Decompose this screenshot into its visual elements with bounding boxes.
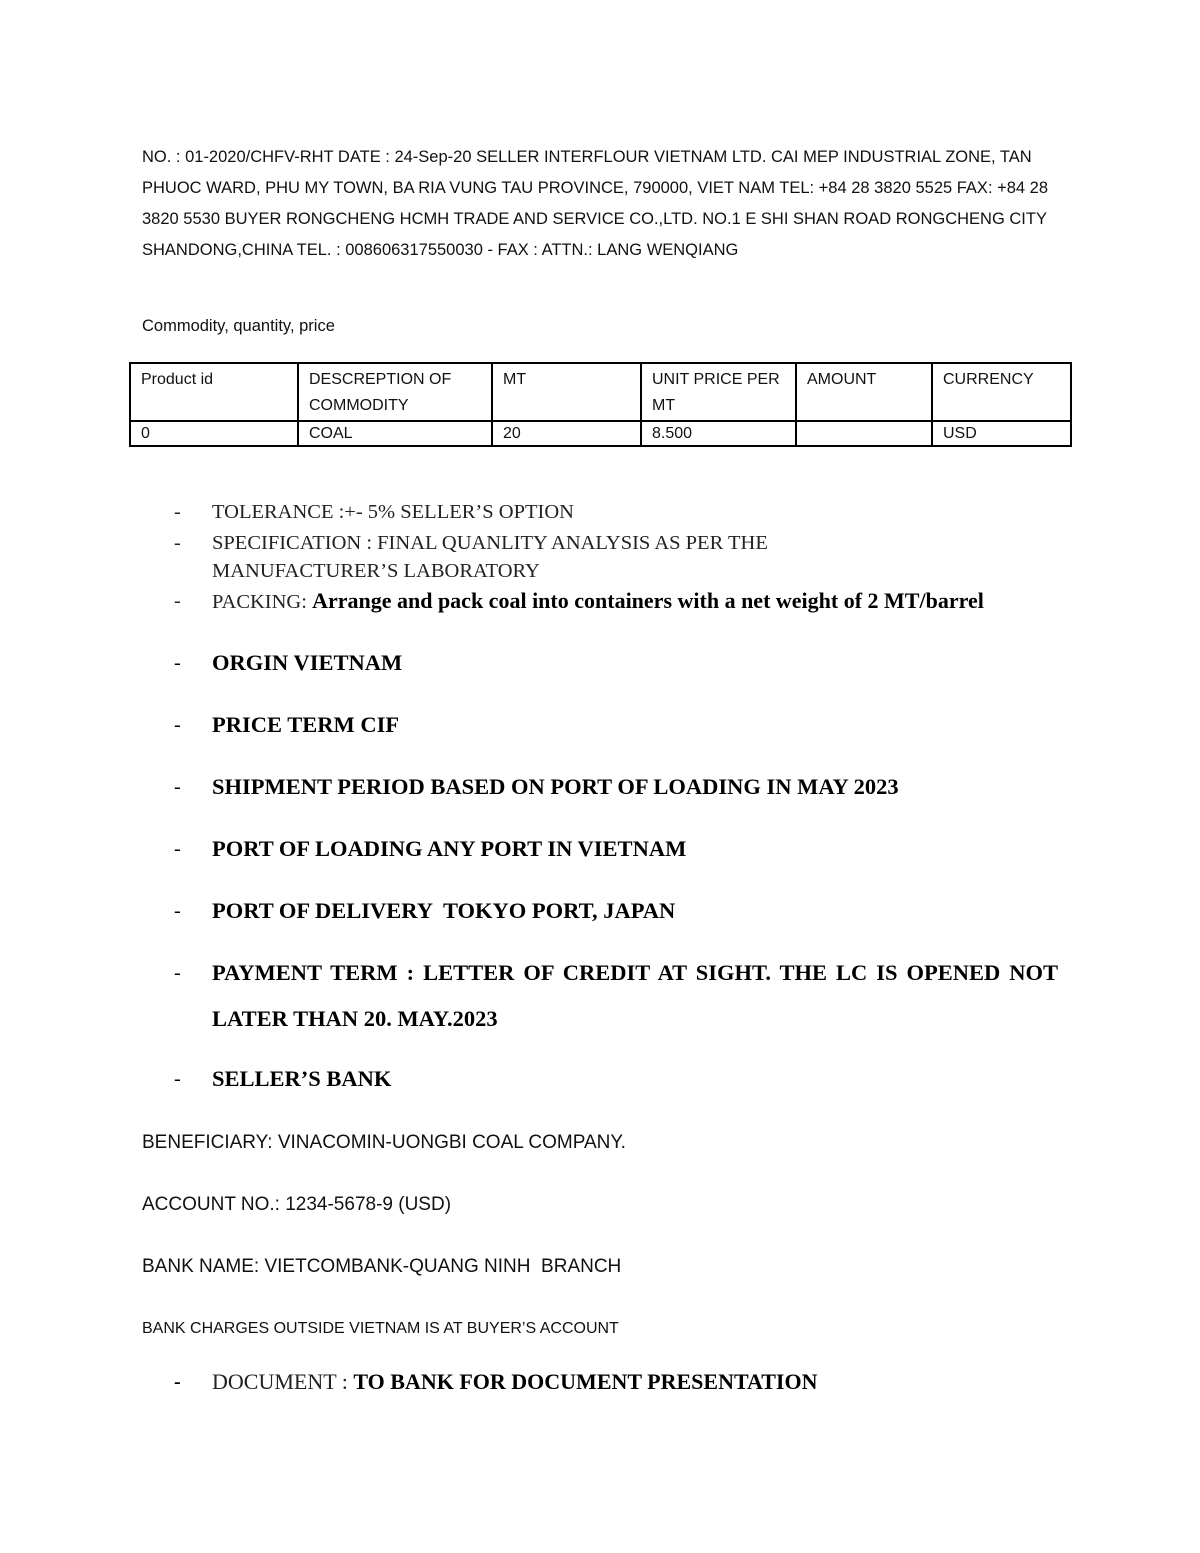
account-line: ACCOUNT NO.: 1234-5678-9 (USD)	[142, 1194, 452, 1215]
header-paragraph: NO. : 01-2020/CHFV-RHT DATE : 24-Sep-20 SELLER INTERFLOUR VIETNAM LTD. CAI MEP INDUSTRIAL ZONE, TAN PHUOC WARD, PHU MY TOWN, BA RIA VUNG TAU PROVINCE, 790000, VIET NAM TEL: +84 28 3820 5525 FAX: +84 28 3820 5530 BUYER RONGCHENG HCMH TRADE AND SERVICE CO.,LTD. NO.1 E SHI SHAN ROAD RONGCHENG CITY SHANDONG,CHINA TEL. : 008606317550030 - FAX : ATTN.: LANG WENQIANG	[142, 148, 1049, 259]
bullet-port-loading	[174, 826, 1062, 872]
shipment-period-text: SHIPMENT PERIOD BASED ON PORT OF LOADING IN MAY 2023	[212, 774, 899, 799]
bullet-dash: -	[174, 652, 181, 674]
bullet-document	[174, 1367, 1062, 1397]
column-header-amount: AMOUNT	[796, 363, 932, 421]
bullet-dash: -	[174, 501, 181, 523]
bullet-dash: -	[174, 1068, 181, 1090]
bullet-dash: -	[174, 776, 181, 798]
column-header-description: DESCREPTION OF COMMODITY	[298, 363, 492, 421]
bullet-dash: -	[174, 1371, 181, 1393]
bank-name-line: BANK NAME: VIETCOMBANK-QUANG NINH BRANCH	[142, 1256, 622, 1277]
bullet-dash: -	[174, 590, 181, 612]
table-header-row	[130, 363, 1071, 421]
port-delivery-text: PORT OF DELIVERY TOKYO PORT, JAPAN	[212, 898, 676, 923]
bullet-dash: -	[174, 838, 181, 860]
cell-mt: 20	[492, 421, 641, 446]
bullet-port-delivery	[174, 888, 1062, 934]
bullet-payment-term	[174, 950, 1058, 1042]
column-header-mt: MT	[492, 363, 641, 421]
cell-product-id: 0	[130, 421, 298, 446]
bullet-packing	[174, 587, 1062, 616]
price-term-text: PRICE TERM CIF	[212, 712, 400, 737]
column-header-product-id: Product id	[130, 363, 298, 421]
table-row	[130, 421, 1071, 446]
bullet-shipment-period	[174, 764, 1062, 810]
bullet-origin	[174, 640, 1062, 686]
bullet-dash: -	[174, 714, 181, 736]
tolerance-text: TOLERANCE :+- 5% SELLER’S OPTION	[212, 501, 574, 523]
specification-text: SPECIFICATION : FINAL QUANLITY ANALYSIS AS PER THE MANUFACTURER’S LABORATORY	[212, 532, 768, 582]
cell-amount	[796, 421, 932, 446]
payment-term-text: PAYMENT TERM : LETTER OF CREDIT AT SIGHT. THE LC IS OPENED NOT LATER THAN 20. MAY.2023	[212, 960, 1058, 1031]
cell-currency: USD	[932, 421, 1071, 446]
origin-text: ORGIN VIETNAM	[212, 650, 403, 675]
cell-unit-price: 8.500	[641, 421, 796, 446]
bullet-specification	[174, 529, 892, 585]
commodity-table	[129, 362, 1072, 447]
bullet-dash: -	[174, 900, 181, 922]
beneficiary-line: BENEFICIARY: VINACOMIN-UONGBI COAL COMPANY.	[142, 1132, 626, 1153]
bullet-tolerance	[174, 498, 1062, 526]
column-header-unit-price: UNIT PRICE PER MT	[641, 363, 796, 421]
document-value: TO BANK FOR DOCUMENT PRESENTATION	[353, 1369, 818, 1394]
column-header-currency: CURRENCY	[932, 363, 1071, 421]
commodity-heading: Commodity, quantity, price	[142, 317, 335, 335]
port-loading-text: PORT OF LOADING ANY PORT IN VIETNAM	[212, 836, 687, 861]
bullet-dash: -	[174, 532, 181, 554]
bullet-price-term	[174, 702, 1062, 748]
bullet-sellers-bank	[174, 1056, 1062, 1102]
document-label: DOCUMENT :	[212, 1369, 348, 1394]
bullet-dash: -	[174, 962, 181, 984]
sellers-bank-text: SELLER’S BANK	[212, 1066, 392, 1091]
packing-label: PACKING:	[212, 591, 307, 613]
cell-description: COAL	[298, 421, 492, 446]
packing-value: Arrange and pack coal into containers with a net weight of 2 MT/barrel	[312, 588, 984, 613]
bank-charges-line: BANK CHARGES OUTSIDE VIETNAM IS AT BUYER’S ACCOUNT	[142, 1320, 619, 1337]
